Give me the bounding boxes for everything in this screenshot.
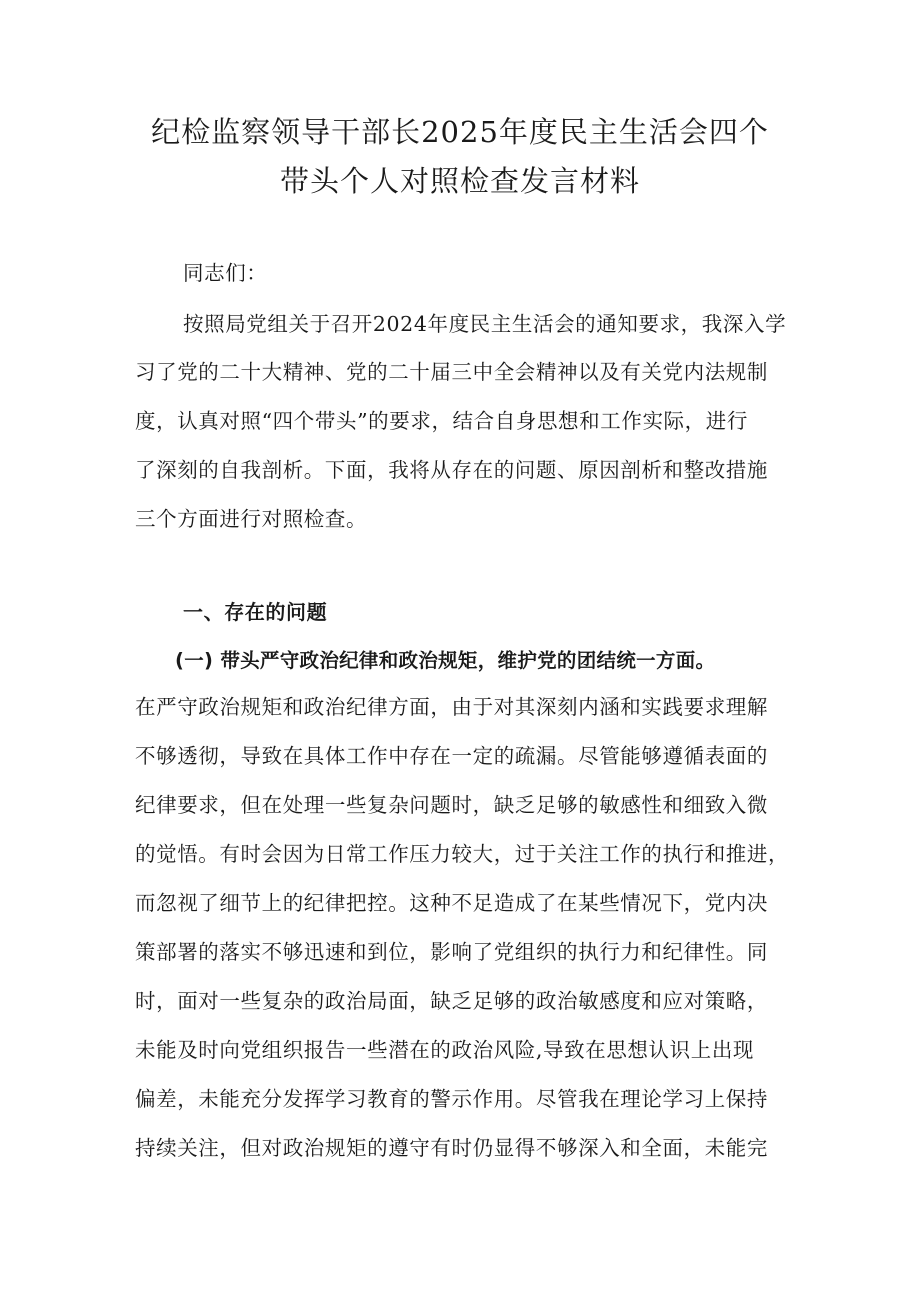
- body-line: 持续关注，但对政治规矩的遵守有时仍显得不够深入和全面，未能完: [135, 1136, 768, 1160]
- body-line: 时，面对一些复杂的政治局面，缺乏足够的政治敏感度和应对策略，: [135, 989, 768, 1013]
- body-line: 的觉悟。有时会因为日常工作压力较大，过于关注工作的执行和推进，: [135, 842, 790, 866]
- document-title-line-1: 纪检监察领导干部长2025年度民主生活会四个: [151, 115, 769, 149]
- intro-line: 习了党的二十大精神、党的二十届三中全会精神以及有关党内法规制: [135, 360, 768, 384]
- intro-line: 按照局党组关于召开2024年度民主生活会的通知要求，我深入学: [183, 312, 787, 336]
- body-line: 不够透彻，导致在具体工作中存在一定的疏漏。尽管能够遵循表面的: [135, 744, 768, 768]
- body-line: 偏差，未能充分发挥学习教育的警示作用。尽管我在理论学习上保持: [135, 1087, 768, 1111]
- body-line: 策部署的落实不够迅速和到位，影响了党组织的执行力和纪律性。同: [135, 940, 768, 964]
- greeting: 同志们：: [183, 261, 268, 285]
- subsection-heading: (一) 带头严守政治纪律和政治规矩，维护党的团结统一方面。: [175, 649, 716, 672]
- section-heading: 一、存在的问题: [183, 600, 328, 624]
- document-title-line-2: 带头个人对照检查发言材料: [279, 164, 640, 198]
- intro-line: 了深刻的自我剖析。下面，我将从存在的问题、原因剖析和整改措施: [135, 458, 768, 482]
- body-line: 纪律要求，但在处理一些复杂问题时，缺乏足够的敏感性和细致入微: [135, 793, 768, 817]
- intro-line: 度，认真对照“四个带头”的要求，结合自身思想和工作实际，进行: [135, 409, 748, 433]
- body-line: 未能及时向党组织报告一些潜在的政治风险,导致在思想认识上出现: [135, 1038, 755, 1062]
- body-line: 在严守政治规矩和政治纪律方面，由于对其深刻内涵和实践要求理解: [135, 695, 768, 719]
- intro-line: 三个方面进行对照检查。: [135, 507, 368, 531]
- body-line: 而忽视了细节上的纪律把控。这种不足造成了在某些情况下，党内决: [135, 891, 768, 915]
